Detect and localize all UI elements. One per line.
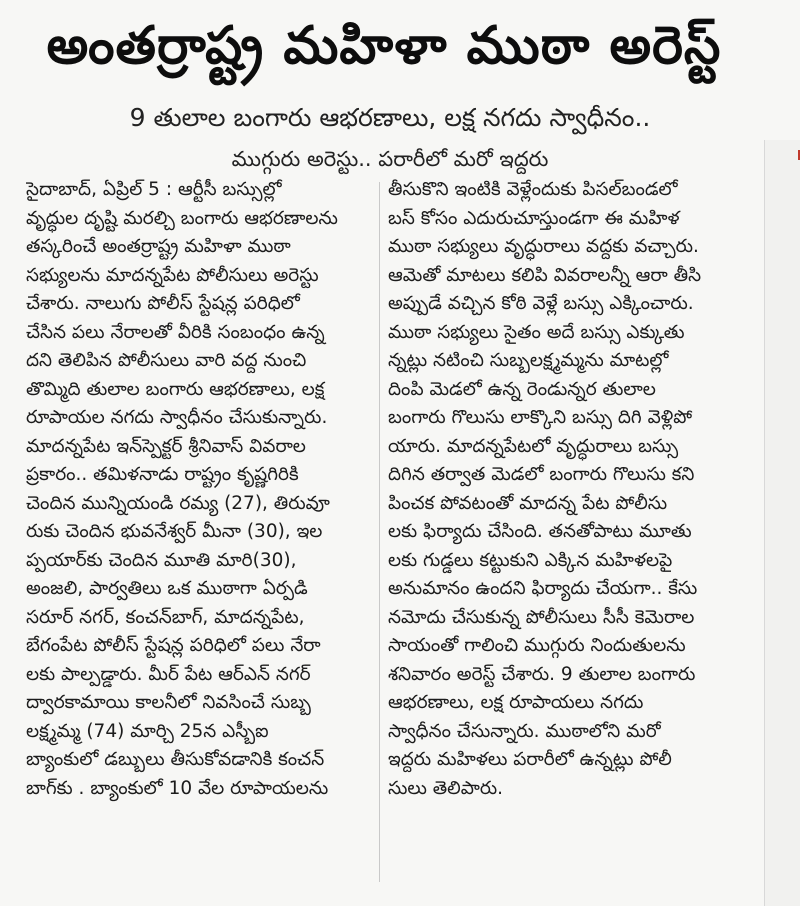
article-line: దిగిన తర్వాత మెడలో బంగారు గొలుసు కని (388, 464, 695, 485)
article-line: ముఠా సభ్యులు సైతం అదే బస్సు ఎక్కుతు (388, 321, 685, 343)
article-line: బ్యాంకులో డబ్బులు తీసుకోవడానికి కంచన్ (26, 749, 325, 770)
article-line: ప్పయార్‌కు చెందిన మూతి మారి(30), (26, 549, 297, 571)
article-line: దని తెలిపిన పోలీసులు వారి వద్ద నుంచి (26, 350, 307, 371)
subheading-secondary: ముగ్గురు అరెస్టు.. పరారీలో మరో ఇద్దరు (231, 147, 549, 171)
article-line: నమోదు చేసుకున్న పోలీసులు సీసీ కెమెరాల (388, 606, 695, 628)
article-line: సాయంతో గాలించి ముగ్గురు నిందుతులను (388, 635, 686, 656)
article-line: సభ్యులను మాదన్నపేట పోలీసులు అరెస్టు (26, 264, 319, 286)
article-line: లక్ష్మమ్మ (74) మార్చి 25న ఎస్బీఐ (26, 720, 269, 742)
article-line: సైదాబాద్, ఏప్రిల్ 5 : ఆర్టీసీ బస్సుల్లో (26, 179, 282, 200)
article-line: ఆమెతో మాటలు కలిపి వివరాలన్నీ ఆరా తీసి (388, 264, 702, 286)
article-line: న్నట్లు నటించి సుబ్బలక్ష్మమ్మను మాటల్లో (388, 350, 669, 371)
article-line: పించక పోవటంతో మాదన్న పేట పోలీసు (388, 492, 668, 514)
article-line: అనుమానం ఉందని ఫిర్యాదు చేయగా.. కేసు (388, 578, 698, 599)
article-line: స్వాధీనం చేసున్నారు. ముఠాలోని మరో (388, 720, 661, 742)
article-line: దింపి మెడలో ఉన్న రెండున్నర తులాల (388, 378, 656, 400)
adjacent-page-edge (764, 140, 800, 906)
column-divider (379, 182, 380, 882)
article-line: తీసుకొని ఇంటికి వెళ్లేందుకు పిసల్‌బండలో (388, 179, 678, 200)
article-line: యారు. మాదన్నపేటలో వృద్ధురాలు బస్సు (388, 435, 679, 457)
article-line: లకు గుడ్డలు కట్టుకుని ఎక్కిన మహిళలపై (388, 549, 673, 571)
article-line: బాగ్‌కు . బ్యాంకులో 10 వేల రూపాయలను (26, 777, 329, 799)
article-line: బేగంపేట పోలీస్ స్టేషన్ల పరిధిలో పలు నేరా (26, 635, 321, 656)
article-line: ఆభరణాలు, లక్ష రూపాయలు నగదు (388, 692, 644, 713)
article-line: రూపాయల నగదు స్వాధీనం చేసుకున్నారు. (26, 407, 328, 428)
article-column-left (26, 176, 376, 803)
article-line: ముఠా సభ్యులు వృద్ధురాలు వద్దకు వచ్చారు. (388, 236, 699, 257)
article-line: తొమ్మిది తులాల బంగారు ఆభరణాలు, లక్ష (26, 378, 325, 400)
article-line: ఇద్దరు మహిళలు పరారీలో ఉన్నట్లు పోలీ (388, 749, 672, 770)
article-line: లకు పాల్పడ్డారు. మీర్ పేట ఆర్ఎన్ నగర్ (26, 663, 311, 685)
article-line: సరూర్ నగర్, కంచన్‌బాగ్, మాదన్నపేట, (26, 606, 305, 628)
article-line: సులు తెలిపారు. (388, 777, 504, 799)
article-line: తస్కరించే అంతర్రాష్ట్ర మహిళా ముఠా (26, 236, 291, 257)
article-line: రుకు చెందిన భువనేశ్వర్ మీనా (30), ఇల (26, 521, 323, 542)
subheading-primary: 9 తులాల బంగారు ఆభరణాలు, లక్ష నగదు స్వాధీనం.. (129, 103, 651, 132)
article-line: చేశారు. నాలుగు పోలీస్ స్టేషన్ల పరిధిలో (26, 293, 300, 314)
article-line: ద్వారకామాయి కాలనీలో నివసించే సుబ్బ (26, 692, 311, 713)
article-line: ప్రకారం.. తమిళనాడు రాష్ట్రం కృష్ణగిరికి (26, 464, 299, 485)
article-line: వృద్ధుల దృష్టి మరల్చి బంగారు ఆభరణాలను (26, 207, 338, 229)
article-line: బంగారు గొలుసు లాక్కొని బస్సు దిగి వెళ్లిపో (388, 407, 693, 428)
article-column-right (388, 176, 750, 803)
article-line: శనివారం అరెస్ట్ చేశారు. 9 తులాల బంగారు (388, 663, 696, 685)
article-line: అప్పుడే వచ్చిన కోఠి వెళ్లే బస్సు ఎక్కించారు. (388, 293, 694, 314)
article-line: చేసిన పలు నేరాలతో వీరికి సంబంధం ఉన్న (26, 321, 325, 343)
article-line: లకు ఫిర్యాదు చేసింది. తనతోపాటు మూతు (388, 521, 692, 542)
article-line: బస్ కోసం ఎదురుచూస్తుండగా ఈ మహిళ (388, 207, 680, 229)
article-line: అంజలి, పార్వతిలు ఒక ముఠాగా ఏర్పడి (26, 578, 308, 599)
article-line: చెందిన మున్నియండి రమ్య (27), తిరువూ (26, 492, 330, 514)
headline: అంతర్రాష్ట్ర మహిళా ముఠా అరెస్ట్ (46, 16, 722, 76)
article-line: మాదన్నపేట ఇన్‌స్పెక్టర్ శ్రీనివాస్ వివరాల (26, 435, 306, 457)
